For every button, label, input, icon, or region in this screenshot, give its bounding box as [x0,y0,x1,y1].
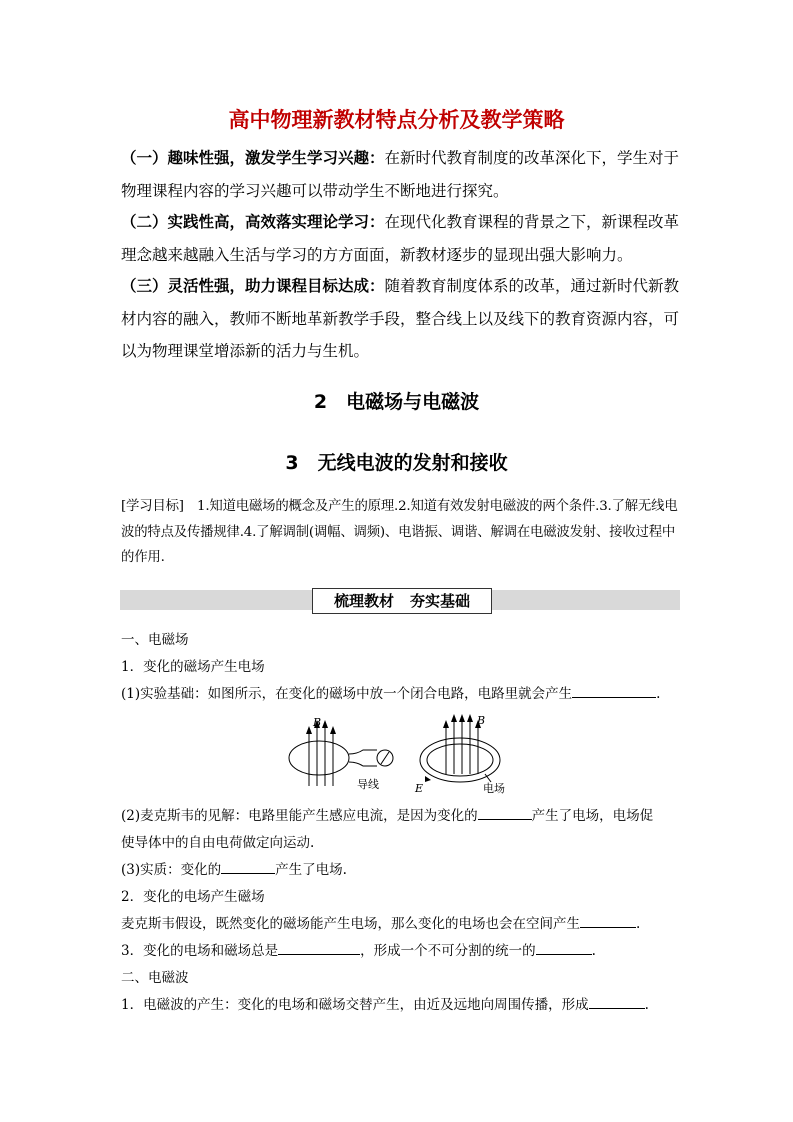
line-1-end: . [656,686,661,702]
section-heading: 3 无线电波的发射和接收 [285,452,508,474]
blank-1 [572,683,656,698]
line-5a: 3．变化的电场和磁场总是 [121,943,279,959]
line-3b: 产生了电场. [275,862,347,878]
line-1-text: (1)实验基础：如图所示，在变化的磁场中放一个闭合电路，电路里就会产生 [121,686,573,702]
intro-head-3: （三）灵活性强，助力课程目标达成： [121,276,385,295]
figure-label-wire: 导线 [357,778,379,791]
line-3a: (3)实质：变化的 [121,862,222,878]
figure-label-field: 电场 [483,782,505,795]
blank-4 [580,913,636,928]
section-1-heading: 一、电磁场 [121,632,189,648]
line-2 [121,805,653,827]
intro-head-1: （一）趣味性强，激发学生学习兴趣： [121,148,385,167]
line-1 [121,683,660,705]
intro-paragraph-3 [121,270,681,368]
line-5 [121,940,596,962]
banner-right: 夯实基础 [410,592,471,610]
subsection-1-1: 1．变化的磁场产生电场 [121,659,265,675]
line-5-end: . [591,943,596,959]
figure-label-b1: B [313,716,322,729]
intro-paragraph-1 [121,142,681,207]
section-2-heading: 二、电磁波 [121,970,189,986]
subsection-1-2: 2．变化的电场产生磁场 [121,889,265,905]
line-6 [121,994,649,1016]
banner-label [312,588,492,614]
intro-body-1: 在新时代教育制度的改革深化下，学生对于物理课程内容的学习兴趣可以带动学生不断地进行探究。 [121,149,680,200]
blank-3 [221,859,275,874]
line-2a: (2)麦克斯韦的见解：电路里能产生感应电流，是因为变化的 [121,808,478,824]
line-6-end: . [644,997,649,1013]
learning-goals: [学习目标] 1.知道电磁场的概念及产生的原理.2.知道有效发射电磁波的两个条件.3.了解无线电波的特点及传播规律.4.了解调制(调幅、调频)、电谐振、调谐、解调在电磁波发射、接收过程中的作用. [121,499,678,565]
blank-5 [278,940,360,955]
chapter-heading: 2 电磁场与电磁波 [313,391,480,413]
figure-label-e: E [415,782,424,795]
blank-6 [536,940,592,955]
line-4-end: . [636,916,641,932]
page-title: 高中物理新教材特点分析及教学策略 [228,108,565,132]
line-4 [121,913,640,935]
blank-7 [589,994,645,1009]
blank-2 [478,805,532,820]
intro-body-3: 随着教育制度体系的改革，通过新时代新教材内容的融入，教师不断地革新教学手段，整合线上以及线下的教育资源内容，可以为物理课堂增添新的活力与生机。 [121,277,680,360]
intro-head-2: （二）实践性高，高效落实理论学习： [121,212,385,231]
figure-label-b2: B [477,714,486,727]
line-2b: 产生了电场，电场促 [531,808,654,824]
line-3 [121,859,347,881]
figure-electromagnetic [285,714,525,800]
intro-paragraph-2 [121,206,681,271]
line-2c: 使导体中的自由电荷做定向运动. [121,835,315,851]
line-4-text: 麦克斯韦假设，既然变化的磁场能产生电场，那么变化的电场也会在空间产生 [121,916,580,932]
banner-left: 梳理教材 [333,592,394,610]
line-5b: ，形成一个不可分割的统一的 [360,943,536,959]
intro-body-2: 在现代化教育课程的背景之下，新课程改革理念越来越融入生活与学习的方方面面，新教材逐步的显现出强大影响力。 [121,213,680,264]
line-6-text: 1．电磁波的产生：变化的电场和磁场交替产生，由近及远地向周围传播，形成 [121,997,589,1013]
